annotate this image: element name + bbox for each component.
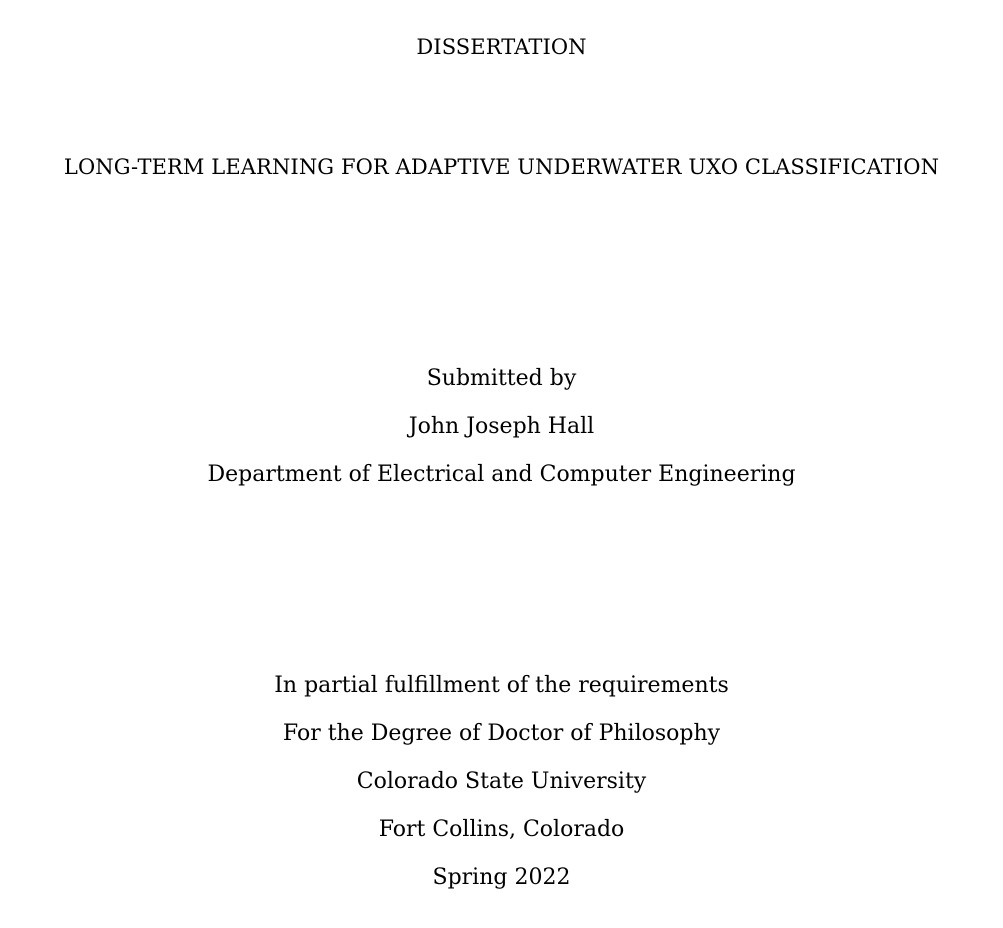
university-name: Colorado State University — [356, 769, 647, 794]
fulfillment-statement: In partial fulfillment of the requirements — [274, 673, 729, 698]
submitted-by-label: Submitted by — [426, 366, 577, 391]
university-location: Fort Collins, Colorado — [378, 817, 625, 842]
dissertation-title: LONG-TERM LEARNING FOR ADAPTIVE UNDERWATER UXO CLASSIFICATION — [63, 155, 940, 179]
submission-term: Spring 2022 — [432, 865, 571, 890]
document-type-heading: DISSERTATION — [416, 35, 587, 59]
author-name: John Joseph Hall — [408, 414, 595, 439]
department-name: Department of Electrical and Computer Engineering — [207, 462, 796, 487]
degree-statement: For the Degree of Doctor of Philosophy — [282, 721, 721, 746]
